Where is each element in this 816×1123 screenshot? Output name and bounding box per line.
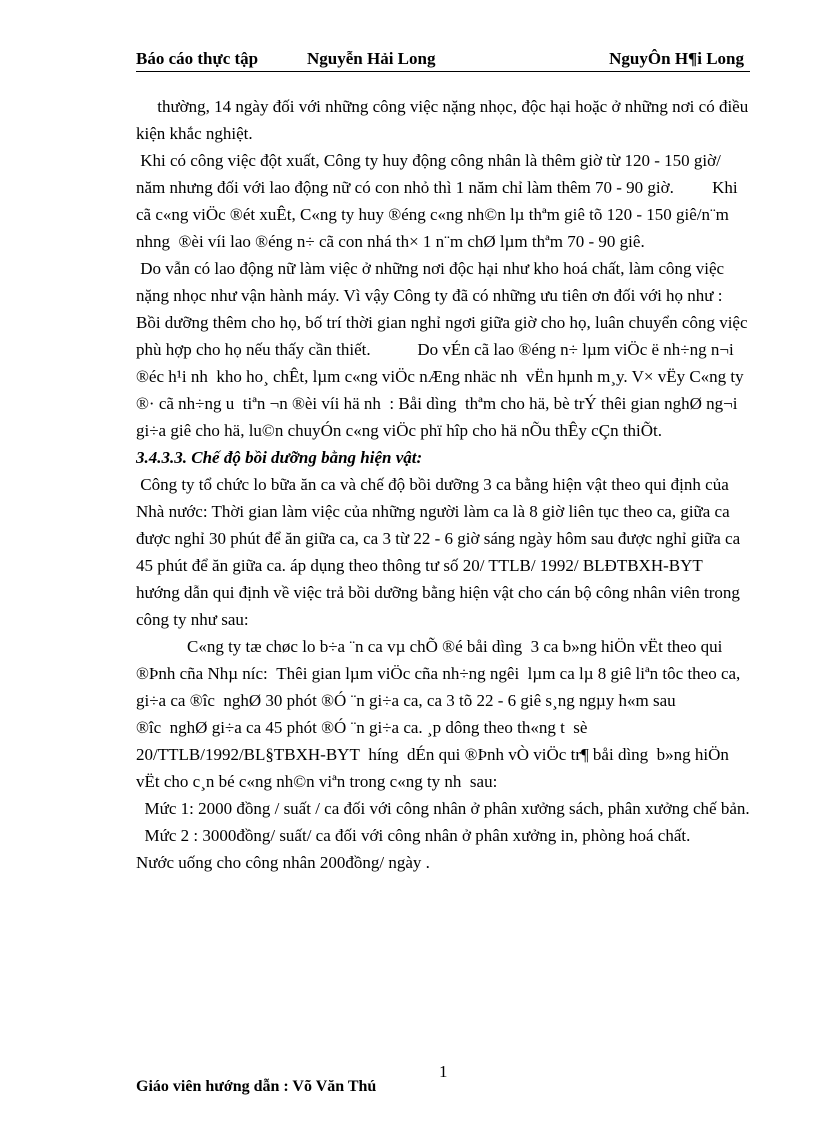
paragraph: Mức 1: 2000 đồng / suất / ca đối với công nhân ở phân xưởng sách, phân xưởng chế bản. xyxy=(136,799,750,818)
section-heading: 3.4.3.3. Chế độ bồi dưỡng bằng hiện vật: xyxy=(136,448,423,467)
page-footer: Giáo viên hướng dẫn : Võ Văn Thú xyxy=(136,1078,377,1095)
paragraph: Công ty tổ chức lo bữa ăn ca và chế độ bồi dưỡng 3 ca bằng hiện vật theo qui định của Nhà nước: Thời gian làm việc của những người làm ca là 8 giờ liên tục theo ca, giữa ca được nghỉ 30 phút để ăn giữa ca, ca 3 từ 22 - 6 giờ sáng ngày hôm sau được nghỉ giữa ca 45 phút để ăn giữa ca. áp dụng theo thông tư số 20/ TTLB/ 1992/ BLĐTBXH-BYT hướng dẫn qui định về việc trả bồi dưỡng bằng hiện vật cho cán bộ công nhân viên trong công ty như sau: xyxy=(136,475,741,629)
header-report-title: Báo cáo thực tập xyxy=(136,49,259,68)
paragraph: Nước uống cho công nhân 200đồng/ ngày . xyxy=(136,853,430,872)
page-body xyxy=(136,93,750,876)
paragraph: thường, 14 ngày đối với những công việc nặng nhọc, độc hại hoặc ở những nơi có điều kiện khắc nghiệt. xyxy=(136,97,749,143)
paragraph: Do vẫn có lao động nữ làm việc ở những nơi độc hại như kho hoá chất, làm công việc nặng nhọc như vận hành máy. Vì vậy Công ty đã có những ưu tiên ơn đối với họ như : Bồi dưỡng thêm cho họ, bố trí thời gian nghỉ ngơi giữa giờ cho họ, luân chuyển công việc phù hợp cho họ nếu thấy cần thiết. Do vÉn cã lao ®éng n÷ lµm viÖc ë nh÷ng n¬i ®éc h¹i nh kho ho¸ chÊt, lµm c«ng viÖc nÆng nhäc nh vËn hµnh m¸y. V× vËy C«ng ty ®· cã nh÷ng u tiªn ¬n ®èi víi hä nh : Båi dìng thªm cho hä, bè trÝ thêi gian nghØ ng¬i gi÷a giê cho hä, lu©n chuyÓn c«ng viÖc phï hîp cho hä nÕu thÊy cÇn thiÕt. xyxy=(136,259,748,440)
paragraph: Khi có công việc đột xuất, Công ty huy động công nhân là thêm giờ từ 120 - 150 giờ/ năm nhưng đối với lao động nữ có con nhỏ thì 1 năm chỉ làm thêm 70 - 90 giờ. Khi cã c«ng viÖc ®ét xuÊt, C«ng ty huy ®éng c«ng nh©n lµ thªm giê tõ 120 - 150 giê/n¨m nhng ®èi víi lao ®éng n÷ cã con nhá th× 1 n¨m chØ lµm thªm 70 - 90 giê. xyxy=(136,151,738,251)
paragraph: C«ng ty tæ chøc lo b÷a ¨n ca vµ chÕ ®é båi dìng 3 ca b»ng hiÖn vËt theo qui ®Þnh cña Nhµ níc: Thêi gian lµm viÖc cña nh÷ng ngêi lµm ca lµ 8 giê liªn tôc theo ca, gi÷a ca ®îc nghØ 30 phót ®Ó ¨n gi÷a ca, ca 3 tõ 22 - 6 giê s¸ng ngµy h«m sau ®îc nghØ gi÷a ca 45 phót ®Ó ¨n gi÷a ca. ¸p dông theo th«ng t sè 20/TTLB/1992/BL§TBXH-BYT híng dÉn qui ®Þnh vÒ viÖc tr¶ båi dìng b»ng hiÖn vËt cho c¸n bé c«ng nh©n viªn trong c«ng ty nh sau: xyxy=(136,637,741,791)
header-author: Nguyễn Hải Long xyxy=(307,49,436,68)
paragraph: Mức 2 : 3000đồng/ suất/ ca đối với công nhân ở phân xưởng in, phòng hoá chất. xyxy=(136,826,691,845)
page-number: 1 xyxy=(439,1062,448,1081)
header-author-legacy: NguyÔn H¶i Long xyxy=(609,49,744,68)
page-header xyxy=(136,49,750,72)
